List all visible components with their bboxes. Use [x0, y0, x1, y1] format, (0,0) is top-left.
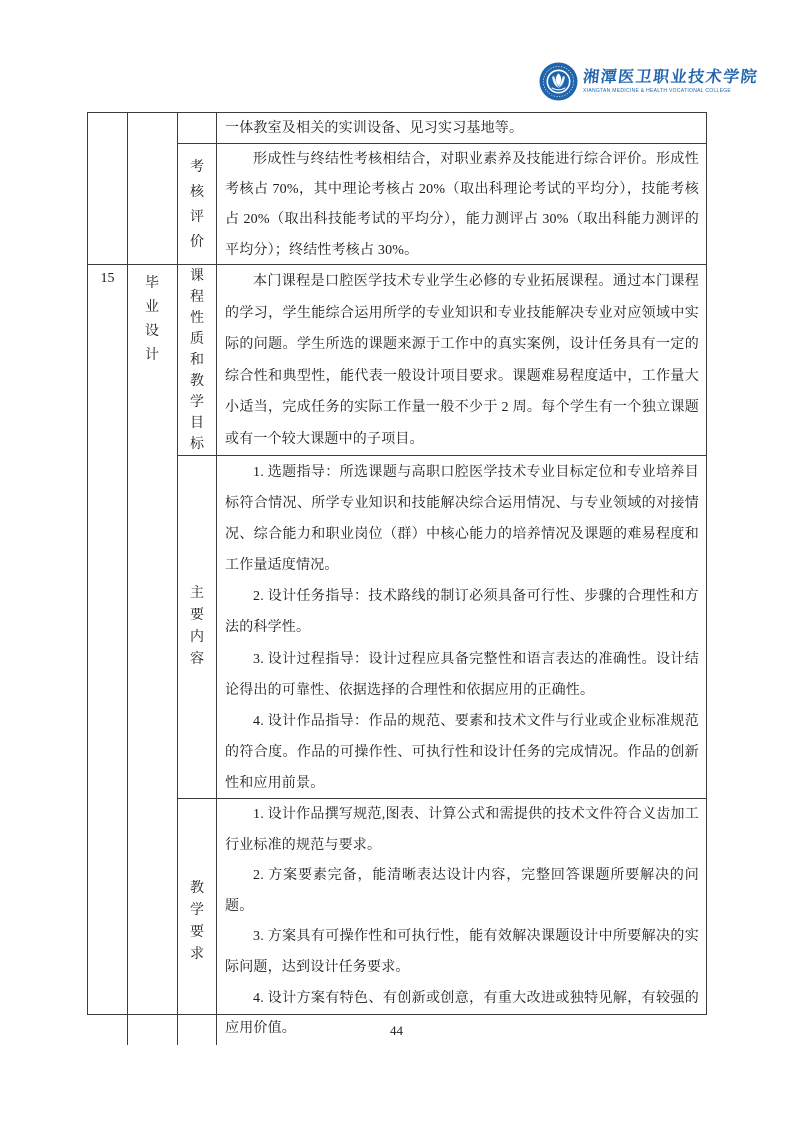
table-row-continuation: [88, 113, 706, 265]
course-index-cell-empty: [88, 113, 128, 264]
main-content-item-4: 4. 设计作品指导：作品的规范、要素和技术文件与行业或企业标准规范的符合度。作品的可操作性、可执行性和设计任务的完成情况。作品的创新性和应用前景。: [225, 713, 699, 791]
main-content-label: 主要内容: [190, 586, 204, 667]
course-nature-paragraph: 本门课程是口腔医学技术专业学生必修的专业拓展课程。通过本门课程的学习，学生能综合运用所学的专业知识和专业技能解决专业对应领域中实际的问题。学生所选的课题来源于工作中的真实案例，设计任务具有一定的综合性和典型性，能代表一般设计项目要求。课题难易程度适中，工作量大小适当，完成任务的实际工作量一般不少于 2 周。每个学生有一个独立课题或有一个较大课题中的子项目。: [225, 274, 699, 447]
teaching-requirements-content-cell: [217, 799, 706, 1045]
facilities-content-cell: [217, 113, 706, 143]
teaching-requirement-1: 1. 设计作品撰写规范,图表、计算公式和需提供的技术文件符合义齿加工行业标准的规范与要求。: [225, 807, 699, 853]
course-name: 毕业设计: [144, 276, 160, 363]
main-content-item-3: 3. 设计过程指导：设计过程应具备完整性和语言表达的准确性。设计结论得出的可靠性、依据选择的合理性和依据应用的正确性。: [225, 651, 699, 698]
table-row-15: [88, 265, 706, 1045]
assessment-label-cell: [178, 144, 217, 266]
college-logo: [539, 62, 758, 101]
main-content-item-1: 1. 选题指导：所选课题与高职口腔医学技术专业目标定位和专业培养目标符合情况、所学专业知识和技能解决综合运用情况、与专业领域的对接情况、综合能力和职业岗位（群）中核心能力的培养情况及课题的难易程度和工作量适度情况。: [225, 465, 699, 574]
course-nature-label: 课程性质和教学目标: [190, 268, 204, 452]
course-nature-label-cell: [178, 265, 217, 455]
teaching-requirements-subrow: [178, 799, 706, 1045]
facilities-subrow: [178, 113, 706, 144]
teaching-requirement-4: 4. 设计方案有特色、有创新或创意，有重大改进或独特见解，有较强的应用价值。: [225, 990, 699, 1037]
row15-subrows: [178, 265, 706, 1045]
page-header: [0, 0, 793, 110]
teaching-requirement-3: 3. 方案具有可操作性和可执行性，能有效解决课题设计中所要解决的实际问题，达到设计任务要求。: [225, 929, 699, 975]
course-nature-content-cell: [217, 265, 706, 455]
main-content-item-2: 2. 设计任务指导：技术路线的制订必须具备可行性、步骤的合理性和方法的科学性。: [225, 589, 699, 636]
course-name-cell-empty: [128, 113, 178, 264]
main-content-content-cell: [217, 456, 706, 798]
college-name-en: XIANGTAN MEDICINE & HEALTH VOCATIONAL COLLEGE: [583, 88, 732, 94]
assessment-label: 考核评价: [190, 159, 204, 250]
college-logo-text: [583, 69, 758, 94]
assessment-text: 形成性与终结性考核相结合，对职业素养及技能进行综合评价。形成性考核占 70%，其中理论考核占 20%（取出科理论考试的平均分），技能考核占 20%（取出科技能考试的平均分），能力测评占 30%（取出科能力测评的平均分）；终结性考核占 30%。: [225, 152, 699, 258]
assessment-subrow: [178, 144, 706, 266]
teaching-requirements-label: 教学要求: [190, 880, 204, 962]
course-index-cell: 15: [88, 265, 128, 1045]
college-name-zh: 湘潭医卫职业技术学院: [582, 69, 759, 86]
main-content-subrow: [178, 456, 706, 799]
page-number: 44: [390, 1023, 403, 1038]
college-emblem-icon: [539, 62, 578, 101]
main-content-label-cell: [178, 456, 217, 798]
teaching-requirement-2: 2. 方案要素完备，能清晰表达设计内容，完整回答课题所要解决的问题。: [225, 868, 699, 914]
facilities-label-cell-empty: [178, 113, 217, 143]
facilities-text: 一体教室及相关的实训设备、见习实习基地等。: [225, 121, 524, 136]
course-nature-subrow: [178, 265, 706, 456]
continuation-subrows: [178, 113, 706, 264]
teaching-requirements-label-cell: [178, 799, 217, 1045]
course-name-cell: [128, 265, 178, 1045]
assessment-content-cell: [217, 144, 706, 266]
